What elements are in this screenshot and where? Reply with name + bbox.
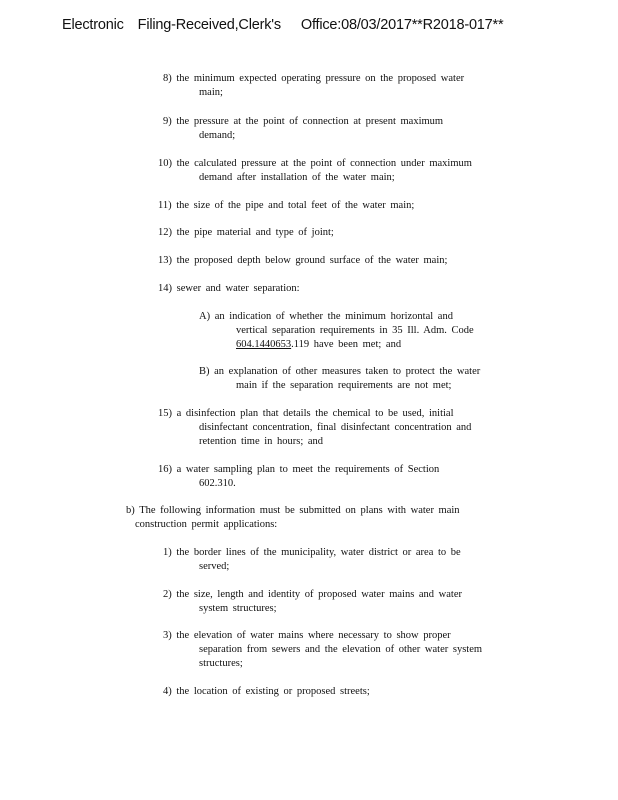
- header-electronic: Electronic: [62, 17, 124, 33]
- list-item-b-1: 1) the border lines of the municipality, water district or area to be served;: [163, 547, 461, 572]
- subsection-b: b) The following information must be submitted on plans with water main construction permit applications:: [126, 505, 460, 530]
- list-item-b-4: 4) the location of existing or proposed streets;: [163, 686, 370, 697]
- list-item-b-2: 2) the size, length and identity of proposed water mains and water system structures;: [163, 589, 463, 614]
- list-item-12: 12) the pipe material and type of joint;: [158, 227, 334, 238]
- header-office-date: Office:08/03/2017**R2018-017**: [300, 17, 504, 33]
- list-item-8: 8) the minimum expected operating pressure on the proposed water main;: [163, 73, 465, 98]
- list-item-15: 15) a disinfection plan that details the chemical to be used, initial disinfectant concentration, final disinfectant concentration and retention time in hours; and: [158, 408, 472, 447]
- list-item-16: 16) a water sampling plan to meet the requirements of Section 602.310.: [158, 464, 440, 489]
- list-item-14: 14) sewer and water separation:: [158, 283, 300, 294]
- list-item-10: 10) the calculated pressure at the point of connection under maximum demand after installation of the water main;: [158, 158, 472, 183]
- list-item-11: 11) the size of the pipe and total feet of the water main;: [158, 200, 415, 211]
- list-item-14-a: A) an indication of whether the minimum horizontal and vertical separation requirements in 35 Ill. Adm. Code 604.1440653.119 have been met; and: [199, 311, 474, 350]
- list-item-13: 13) the proposed depth below ground surface of the water main;: [158, 255, 448, 266]
- code-reference: 604.1440653: [236, 339, 292, 350]
- header-filing-received: Filing-Received,Clerk's: [137, 17, 281, 33]
- list-item-9: 9) the pressure at the point of connection at present maximum demand;: [163, 116, 444, 141]
- list-item-14-b: B) an explanation of other measures taken to protect the water main if the separation requirements are not met;: [199, 366, 481, 391]
- list-item-b-3: 3) the elevation of water mains where necessary to show proper separation from sewers and the elevation of other water system structures;: [163, 630, 483, 669]
- filing-header: [62, 17, 602, 33]
